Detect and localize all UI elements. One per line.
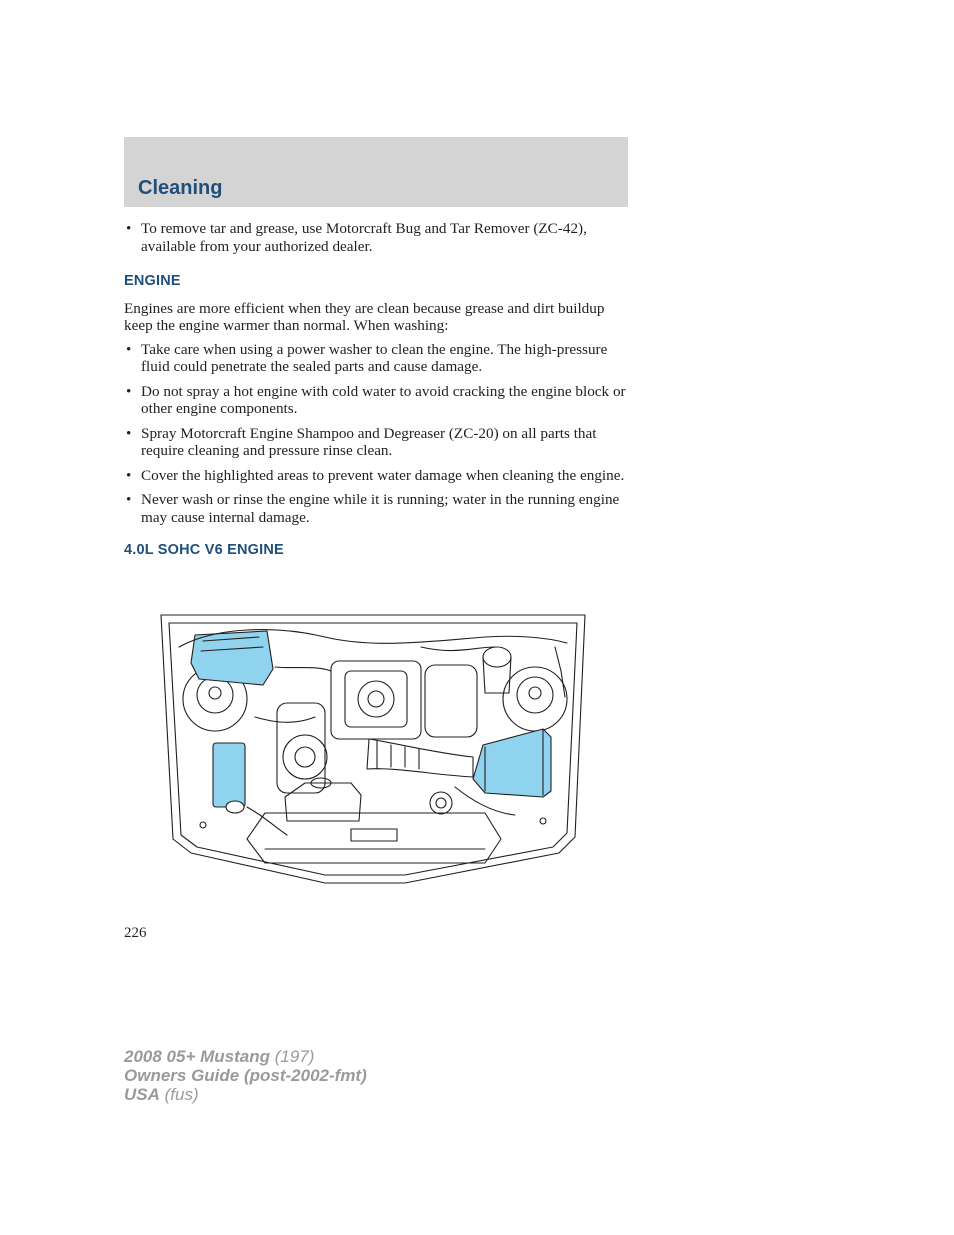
footer-line-3: USA (fus) [124,1085,199,1104]
list-item [124,491,628,526]
support-label-plate [351,829,397,841]
document-footer [124,1047,367,1104]
intake-tube [367,739,473,777]
footer-line-2: Owners Guide (post-2002-fmt) [124,1066,367,1085]
brake-fluid-reservoir [483,647,511,667]
radiator-support [247,813,501,863]
bullet-icon: • [126,466,132,484]
bullet-icon: • [126,382,132,400]
v6-engine-heading: 4.0L SOHC V6 ENGINE [124,542,284,558]
intro-bullet-list [124,220,628,255]
list-item [124,341,628,376]
bullet-text: To remove tar and grease, use Motorcraft Bug and Tar Remover (ZC-42), available from your authorized dealer. [141,220,587,255]
list-item [124,425,628,460]
engine-heading: ENGINE [124,273,181,289]
bullet-text: Take care when using a power washer to clean the engine. The high-pressure fluid could penetrate the sealed parts and cause damage. [141,340,608,375]
section-title: Cleaning [138,177,223,199]
bullet-text: Never wash or rinse the engine while it is running; water in the running engine may cause internal damage. [141,491,620,526]
bullet-icon: • [126,340,132,358]
page-number: 226 [124,925,147,941]
alternator-pulley [283,735,327,779]
engine-compartment-illustration [155,607,587,889]
bullet-text: Cover the highlighted areas to prevent water damage when cleaning the engine. [141,466,625,484]
section-header-band [124,137,628,207]
battery-cover-highlight [213,743,245,807]
bullet-icon: • [126,491,132,508]
footer-line-1: 2008 05+ Mustang (197) [124,1047,315,1066]
right-valve-cover [425,665,477,737]
bullet-icon: • [126,220,132,237]
bullet-text: Do not spray a hot engine with cold water to avoid cracking the engine block or other engine components. [141,382,626,417]
list-item [124,383,628,418]
bullet-icon: • [126,424,132,442]
engine-bullet-list [124,341,628,527]
bullet-text: Spray Motorcraft Engine Shampoo and Degreaser (ZC-20) on all parts that require cleaning and pressure rinse clean. [141,424,597,459]
list-item [124,220,628,255]
oil-filler-cap [430,792,452,814]
list-item [124,467,628,485]
engine-paragraph: Engines are more efficient when they are clean because grease and dirt buildup keep the engine warmer than normal. When washing: [124,299,605,334]
page-content [124,220,628,560]
